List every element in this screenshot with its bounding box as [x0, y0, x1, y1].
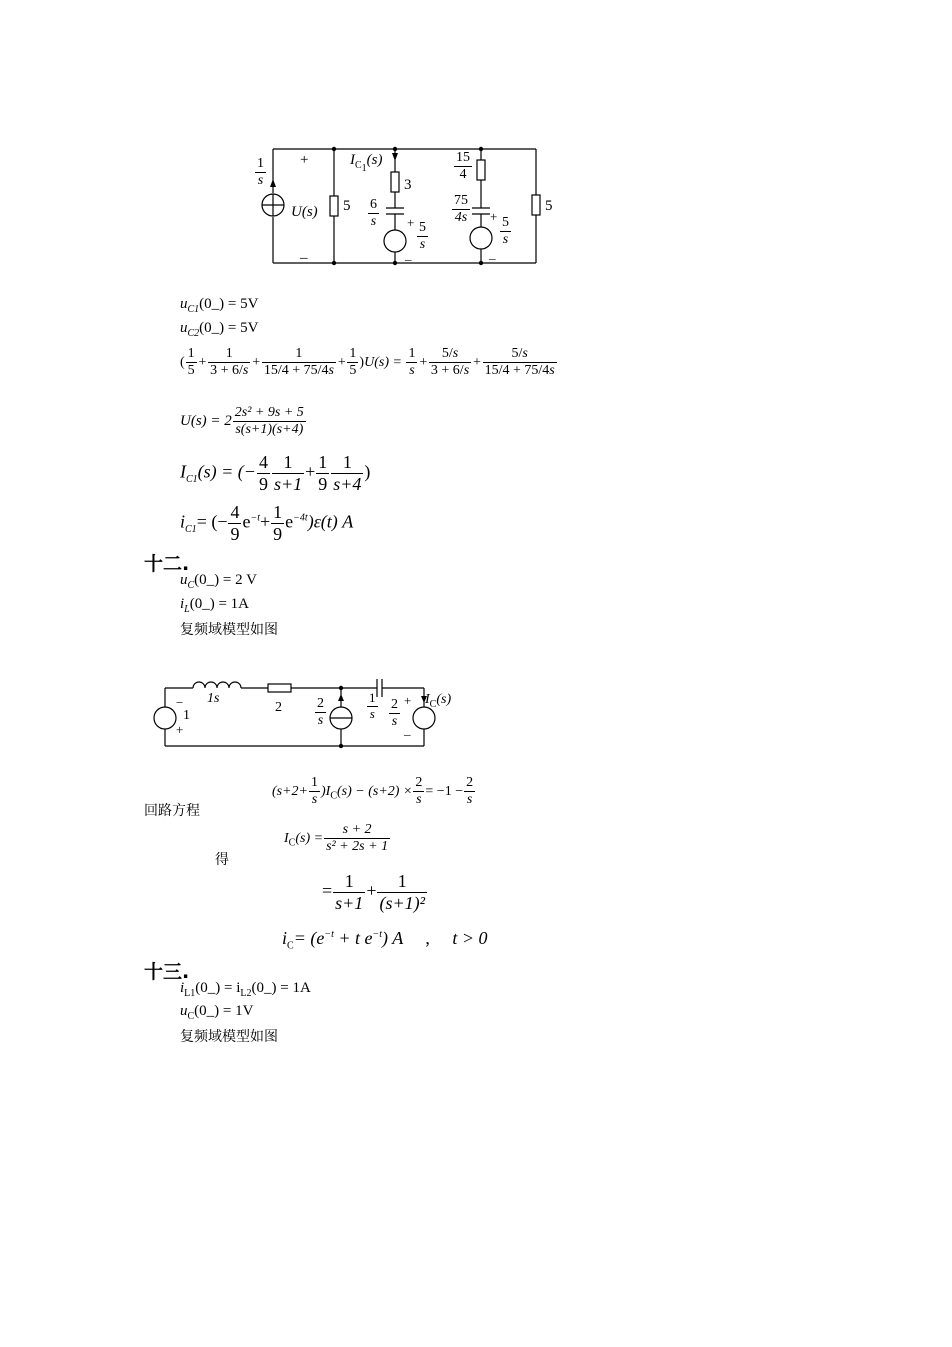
vsrc2-plus: + [404, 693, 412, 708]
uc1-initial: $u_{C1}(0\_) = 5V$ [180, 296, 259, 315]
loop-equation: (s+2+ $\frac{1}{s}$ )$I_C(s) - (s+2)$ × $\frac{2}{s}$ = −1 − $\frac{2}{s}$ [272, 775, 474, 808]
uc-initial: $u_C(0\_) = 2$ V [180, 572, 257, 591]
source-current-value: $\frac{1}{s}$ [257, 156, 264, 189]
vsrc-mid-value: $\frac{5}{s}$ [419, 220, 426, 253]
ic-partial-fraction: = $\frac{1}{s+1}$ + $\frac{1}{\text{(s+1)²}}$ [322, 871, 426, 913]
u-solution: U(s) = 2 $\frac{\text{2s² + 9s + 5}}{s(s+1)(s+4)}$ [180, 405, 304, 438]
resistor-value: 2 [275, 700, 282, 715]
cap-mid-value: $\frac{6}{s}$ [370, 197, 377, 230]
vsrc-right-minus: _ [489, 246, 496, 261]
model-caption-13: 复频域模型如图 [180, 1029, 278, 1045]
ic-current-label: $I_C(s)$ [425, 692, 452, 710]
inductor-value: 1s [207, 691, 220, 706]
uc2-initial: $u_{C2}(0\_) = 5V$ [180, 320, 259, 339]
resistor-far-value: 5 [545, 198, 553, 214]
resistor-left-value: 5 [343, 198, 351, 214]
vsrc1-minus: − [176, 695, 184, 710]
isrc-value: $\frac{2}{s}$ [317, 696, 324, 729]
vsrc-right-plus: + [490, 209, 498, 224]
vsrc1-value: 1 [183, 708, 190, 723]
il-initial-13: $i_{L1}(0\_)$ = $i_{L2}(0\_) = 1A$ [180, 980, 311, 999]
cap-right-value: $\frac{75}{4s}$ [454, 193, 468, 226]
ic-time-domain: $i_C= (e^{-t} + t$ $e^{-t}$) A , t > 0 [282, 928, 488, 952]
model-caption-12: 复频域模型如图 [180, 622, 278, 638]
vsrc-mid-minus: _ [405, 247, 412, 262]
vsrc-mid-plus: + [407, 215, 415, 230]
circuit-diagram-2 [145, 675, 445, 755]
section-12-heading: 十二. [144, 553, 190, 575]
ic1-s-domain: $I_{C1}(s)$ = (− $\frac{4}{9}$ $\frac{1}{s+1}$ + $\frac{1}{9}$ $\frac{1}{s+4}$ ) [180, 452, 371, 494]
vsrc-right-value: $\frac{5}{s}$ [502, 215, 509, 248]
cap-value: $\frac{1}{s}$ [369, 690, 376, 721]
plus-sign: + [300, 152, 309, 168]
node-equation: ( $\frac{1}{5}$ + $\frac{1}{3 + 6/s}$ + $\frac{1}{15/4 + 75/4s}$ + $\frac{1}{5}$ )U(s) = $\frac{1}{s}$ + $\frac{5/s}{3 + 6/s}$ + $\frac{5/s}{15/4 + 75/4s}$ [180, 346, 555, 379]
vsrc1-plus: + [176, 722, 184, 737]
resistor-right-value: $\frac{15}{4}$ [456, 150, 470, 183]
ic1-current-label: $I_{C_1}(s)$ [350, 152, 383, 174]
uc-initial-13: $u_C(0\_) = 1V$ [180, 1003, 254, 1022]
resistor-mid-value: 3 [404, 177, 412, 193]
minus-sign: _ [300, 245, 308, 261]
loop-equation-label: 回路方程 [144, 803, 200, 819]
result-label: 得 [215, 852, 229, 868]
section-13-heading: 十三. [144, 961, 190, 983]
ic1-time-domain: $i_{C1}=$ (− $\frac{4}{9}$ $e^{-t}+$ $\frac{1}{9}$ $e^{-4t})\varepsilon(t)$ A [180, 502, 354, 544]
il-initial: $i_L(0\_) = 1A$ [180, 596, 250, 615]
vsrc2-minus: _ [404, 722, 411, 737]
vsrc2-value: $\frac{2}{s}$ [391, 697, 398, 730]
ic-s-domain: $I_C(s)$ = $\frac{s + 2}{\text{s² + 2s + 1}}$ [284, 822, 389, 855]
node-voltage-label: U(s) [291, 204, 318, 220]
